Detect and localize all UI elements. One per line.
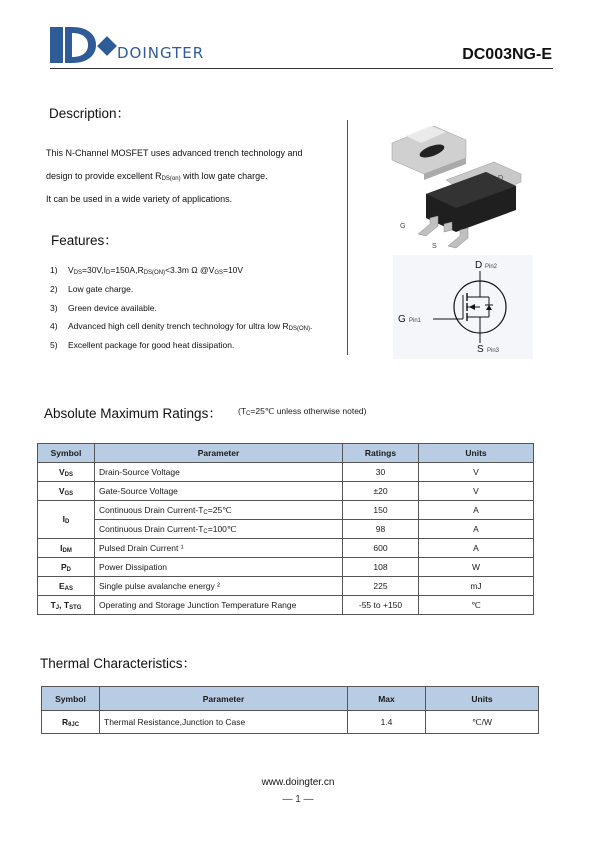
rating-cell: 108 [343, 558, 419, 577]
parameter-cell: Power Dissipation [95, 558, 343, 577]
rating-cell: ±20 [343, 482, 419, 501]
unit-cell: ℃ [419, 596, 534, 615]
table-row [38, 577, 534, 596]
header-parameter: Parameter [100, 687, 348, 711]
rating-cell: -55 to +150 [343, 596, 419, 615]
schem-source-pin: Pin3 [487, 348, 500, 354]
rating-cell: 98 [343, 520, 419, 539]
unit-cell: V [419, 463, 534, 482]
table-row [42, 711, 539, 734]
feature-item: 3) Green device available. [50, 303, 157, 313]
header-parameter: Parameter [95, 444, 343, 463]
symbol-cell: $I_{DM}$ [38, 539, 95, 558]
parameter-cell: Continuous Drain Current-$T_C=25℃$ [95, 501, 343, 520]
parameter-cell: Pulsed Drain Current ¹ [95, 539, 343, 558]
header-divider [50, 68, 553, 69]
page-number: — 1 — [282, 794, 314, 805]
schem-drain-pin: Pin2 [485, 264, 498, 270]
header-ratings: Ratings [343, 444, 419, 463]
symbol-cell: $R_{\theta JC}$ [42, 711, 100, 734]
feature-item: 5) Excellent package for good heat dissipation. [50, 340, 235, 350]
abs-max-note: ($T_C=25℃$ unless otherwise noted) [238, 406, 367, 417]
symbol-cell: $V_{DS}$ [38, 463, 95, 482]
table-header-row [42, 687, 539, 711]
pkg-label-g: G [400, 223, 406, 230]
symbol-cell: $I_D$ [38, 501, 95, 539]
schem-gate-label: G [398, 314, 406, 325]
header-units: Units [419, 444, 534, 463]
features-title: Features： [51, 233, 118, 248]
table-row [38, 482, 534, 501]
feature-item: 4) Advanced high cell denity trench technology for ultra low $R_{DS(ON)}$. [50, 321, 313, 332]
table-row [38, 463, 534, 482]
pkg-label-s: S [432, 243, 437, 250]
table-row [38, 558, 534, 577]
unit-cell: mJ [419, 577, 534, 596]
thermal-title: Thermal Characteristics： [40, 656, 197, 671]
symbol-cell: $T_J$, $T_{STG}$ [38, 596, 95, 615]
unit-cell: W [419, 558, 534, 577]
header-symbol: Symbol [42, 687, 100, 711]
parameter-cell: Continuous Drain Current-$T_C=100℃$ [95, 520, 343, 539]
parameter-cell: Single pulse avalanche energy ² [95, 577, 343, 596]
table-row [38, 501, 534, 520]
unit-cell: A [419, 520, 534, 539]
description-line: It can be used in a wide variety of applications. [46, 194, 233, 204]
rating-cell: 225 [343, 577, 419, 596]
rating-cell: 30 [343, 463, 419, 482]
column-divider [347, 120, 348, 355]
brand-name: DOINGTER [117, 44, 205, 62]
mosfet-schematic [393, 255, 533, 359]
abs-max-title: Absolute Maximum Ratings： [44, 406, 222, 421]
pkg-label-d: D [498, 175, 504, 182]
description-line: design to provide excellent $R_{DS(on)}$ with low gate charge. [46, 171, 268, 182]
max-cell: 1.4 [348, 711, 426, 734]
table-row [38, 596, 534, 615]
feature-item: 2) Low gate charge. [50, 284, 134, 294]
schem-source-label: S [477, 344, 484, 355]
header-max: Max [348, 687, 426, 711]
symbol-cell: $P_D$ [38, 558, 95, 577]
rating-cell: 150 [343, 501, 419, 520]
feature-item: 1) $V_{DS}=30V,I_D=150A,R_{DS(ON)}<3.3m$ Ω $@V_{GS}=10V$ [50, 265, 244, 276]
symbol-cell: $V_{GS}$ [38, 482, 95, 501]
header-units: Units [426, 687, 539, 711]
schem-gate-pin: Pin1 [409, 318, 422, 324]
unit-cell: A [419, 539, 534, 558]
unit-cell: ℃/W [426, 711, 539, 734]
description-line: This N-Channel MOSFET uses advanced trench technology and [46, 148, 303, 158]
unit-cell: V [419, 482, 534, 501]
description-title: Description： [49, 106, 131, 121]
symbol-cell: $E_{AS}$ [38, 577, 95, 596]
table-row [38, 539, 534, 558]
parameter-cell: Gate-Source Voltage [95, 482, 343, 501]
parameter-cell: Thermal Resistance,Junction to Case [100, 711, 348, 734]
thermal-table [41, 686, 539, 734]
parameter-cell: Operating and Storage Junction Temperature Range [95, 596, 343, 615]
table-header-row [38, 444, 534, 463]
header-symbol: Symbol [38, 444, 95, 463]
schem-drain-label: D [475, 260, 483, 271]
part-number: DC003NG-E [462, 46, 552, 63]
unit-cell: A [419, 501, 534, 520]
abs-max-table [37, 443, 534, 615]
rating-cell: 600 [343, 539, 419, 558]
parameter-cell: Drain-Source Voltage [95, 463, 343, 482]
footer-url: www.doingter.cn [261, 777, 335, 788]
table-row [38, 520, 534, 539]
to252-package-image [386, 118, 536, 253]
